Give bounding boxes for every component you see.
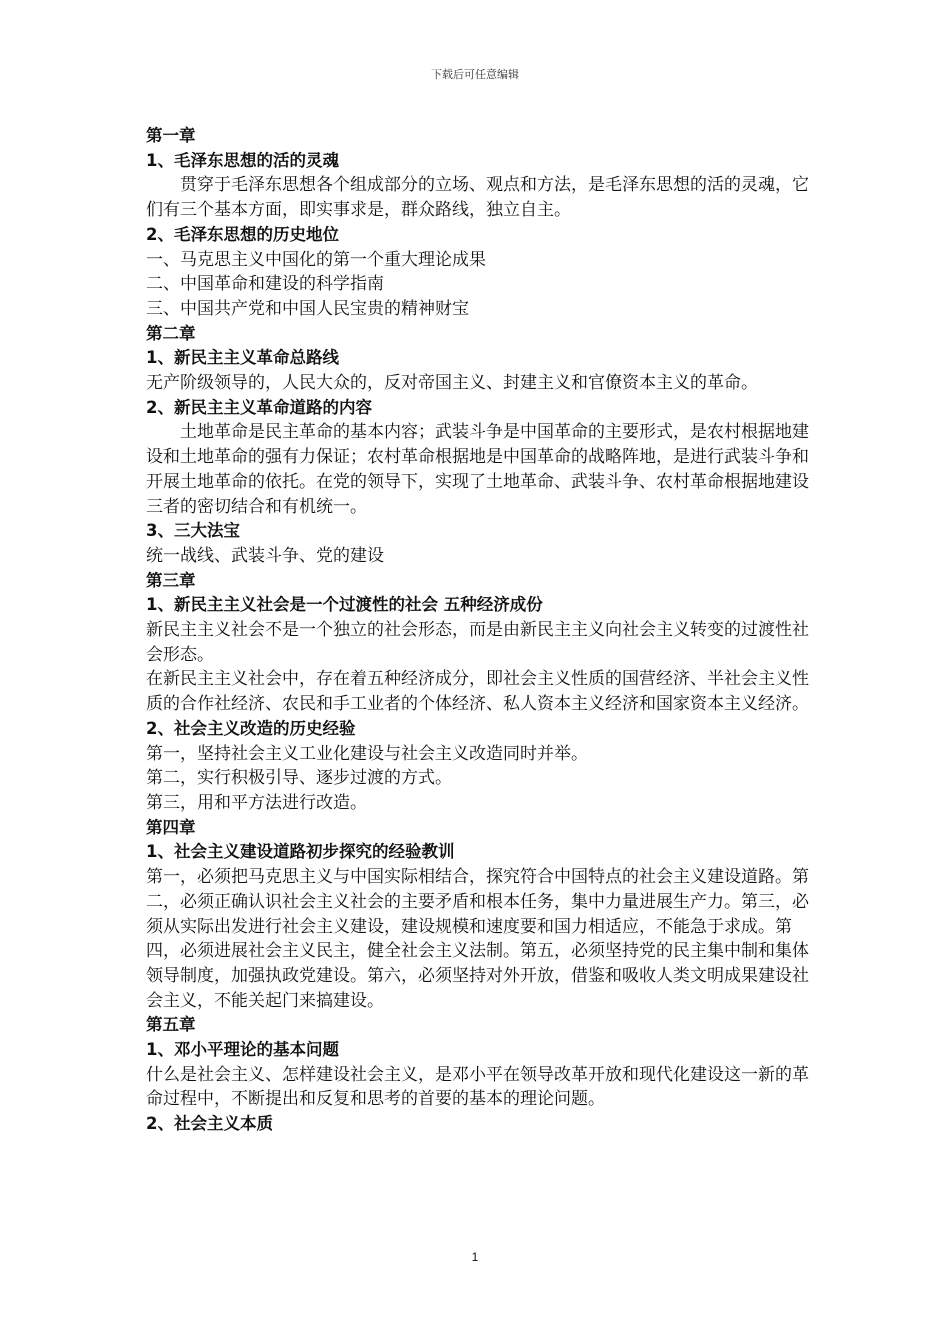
paragraph: 第一，坚持社会主义工业化建设与社会主义改造同时并举。 xyxy=(146,743,588,764)
paragraph: 第一，必须把马克思主义与中国实际相结合，探究符合中国特点的社会主义建设道路。第二，必须正确认识社会主义社会的主要矛盾和根本任务，集中力量进展生产力。第三，必须从实际出发进行社会主义建设，建设规模和速度要和国力相适应，不能急于求成。第四，必须进展社会主义民主，健全社会主义法制。第五，必须坚持党的民主集中制和集体领导制度，加强执政党建设。第六，必须坚持对外开放，借鉴和吸收人类文明成果建设社会主义，不能关起门来搞建设。 xyxy=(146,867,809,1011)
paragraph: 在新民主主义社会中，存在着五种经济成分，即社会主义性质的国营经济、半社会主义性质的合作社经济、农民和手工业者的个体经济、私人资本主义经济和国家资本主义经济。 xyxy=(146,669,809,715)
section-heading: 第二章 xyxy=(146,323,196,343)
section-heading: 2、社会主义改造的历史经验 xyxy=(146,718,356,738)
paragraph: 统一战线、武装斗争、党的建设 xyxy=(146,545,384,566)
paragraph: 一、马克思主义中国化的第一个重大理论成果 xyxy=(146,249,486,270)
section-heading: 3、三大法宝 xyxy=(146,521,240,541)
paragraph: 什么是社会主义、怎样建设社会主义，是邓小平在领导改革开放和现代化建设这一新的革命过程中，不断提出和反复和思考的首要的基本的理论问题。 xyxy=(146,1064,809,1110)
document-body xyxy=(146,124,814,1137)
section-heading: 2、新民主主义革命道路的内容 xyxy=(146,397,372,417)
paragraph: 贯穿于毛泽东思想各个组成部分的立场、观点和方法，是毛泽东思想的活的灵魂，它们有三个基本方面，即实事求是，群众路线，独立自主。 xyxy=(146,175,809,221)
paragraph: 第二，实行积极引导、逐步过渡的方式。 xyxy=(146,768,452,789)
section-heading: 第三章 xyxy=(146,570,196,590)
paragraph: 第三，用和平方法进行改造。 xyxy=(146,792,367,813)
section-heading: 第四章 xyxy=(146,817,196,837)
page-number: 1 xyxy=(471,1250,479,1264)
section-heading: 1、社会主义建设道路初步探究的经验教训 xyxy=(146,842,455,862)
section-heading: 1、新民主主义社会是一个过渡性的社会 五种经济成份 xyxy=(146,595,543,615)
paragraph: 土地革命是民主革命的基本内容；武装斗争是中国革命的主要形式，是农村根据地建设和土地革命的强有力保证；农村革命根据地是中国革命的战略阵地，是进行武装斗争和开展土地革命的依托。在党的领导下，实现了土地革命、武装斗争、农村革命根据地建设三者的密切结合和有机统一。 xyxy=(146,422,809,517)
page-header: 下载后可任意编辑 xyxy=(431,68,519,81)
section-heading: 1、新民主主义革命总路线 xyxy=(146,348,339,368)
paragraph: 无产阶级领导的，人民大众的，反对帝国主义、封建主义和官僚资本主义的革命。 xyxy=(146,373,758,394)
paragraph: 新民主主义社会不是一个独立的社会形态，而是由新民主主义向社会主义转变的过渡性社会形态。 xyxy=(146,620,809,665)
section-heading: 第一章 xyxy=(146,126,196,145)
section-heading: 2、社会主义本质 xyxy=(146,1114,273,1134)
section-heading: 1、毛泽东思想的活的灵魂 xyxy=(146,150,339,170)
paragraph: 二、中国革命和建设的科学指南 xyxy=(146,274,384,295)
section-heading: 第五章 xyxy=(146,1015,196,1035)
section-heading: 2、毛泽东思想的历史地位 xyxy=(146,224,339,244)
section-heading: 1、邓小平理论的基本问题 xyxy=(146,1040,339,1060)
paragraph: 三、中国共产党和中国人民宝贵的精神财宝 xyxy=(146,298,469,319)
